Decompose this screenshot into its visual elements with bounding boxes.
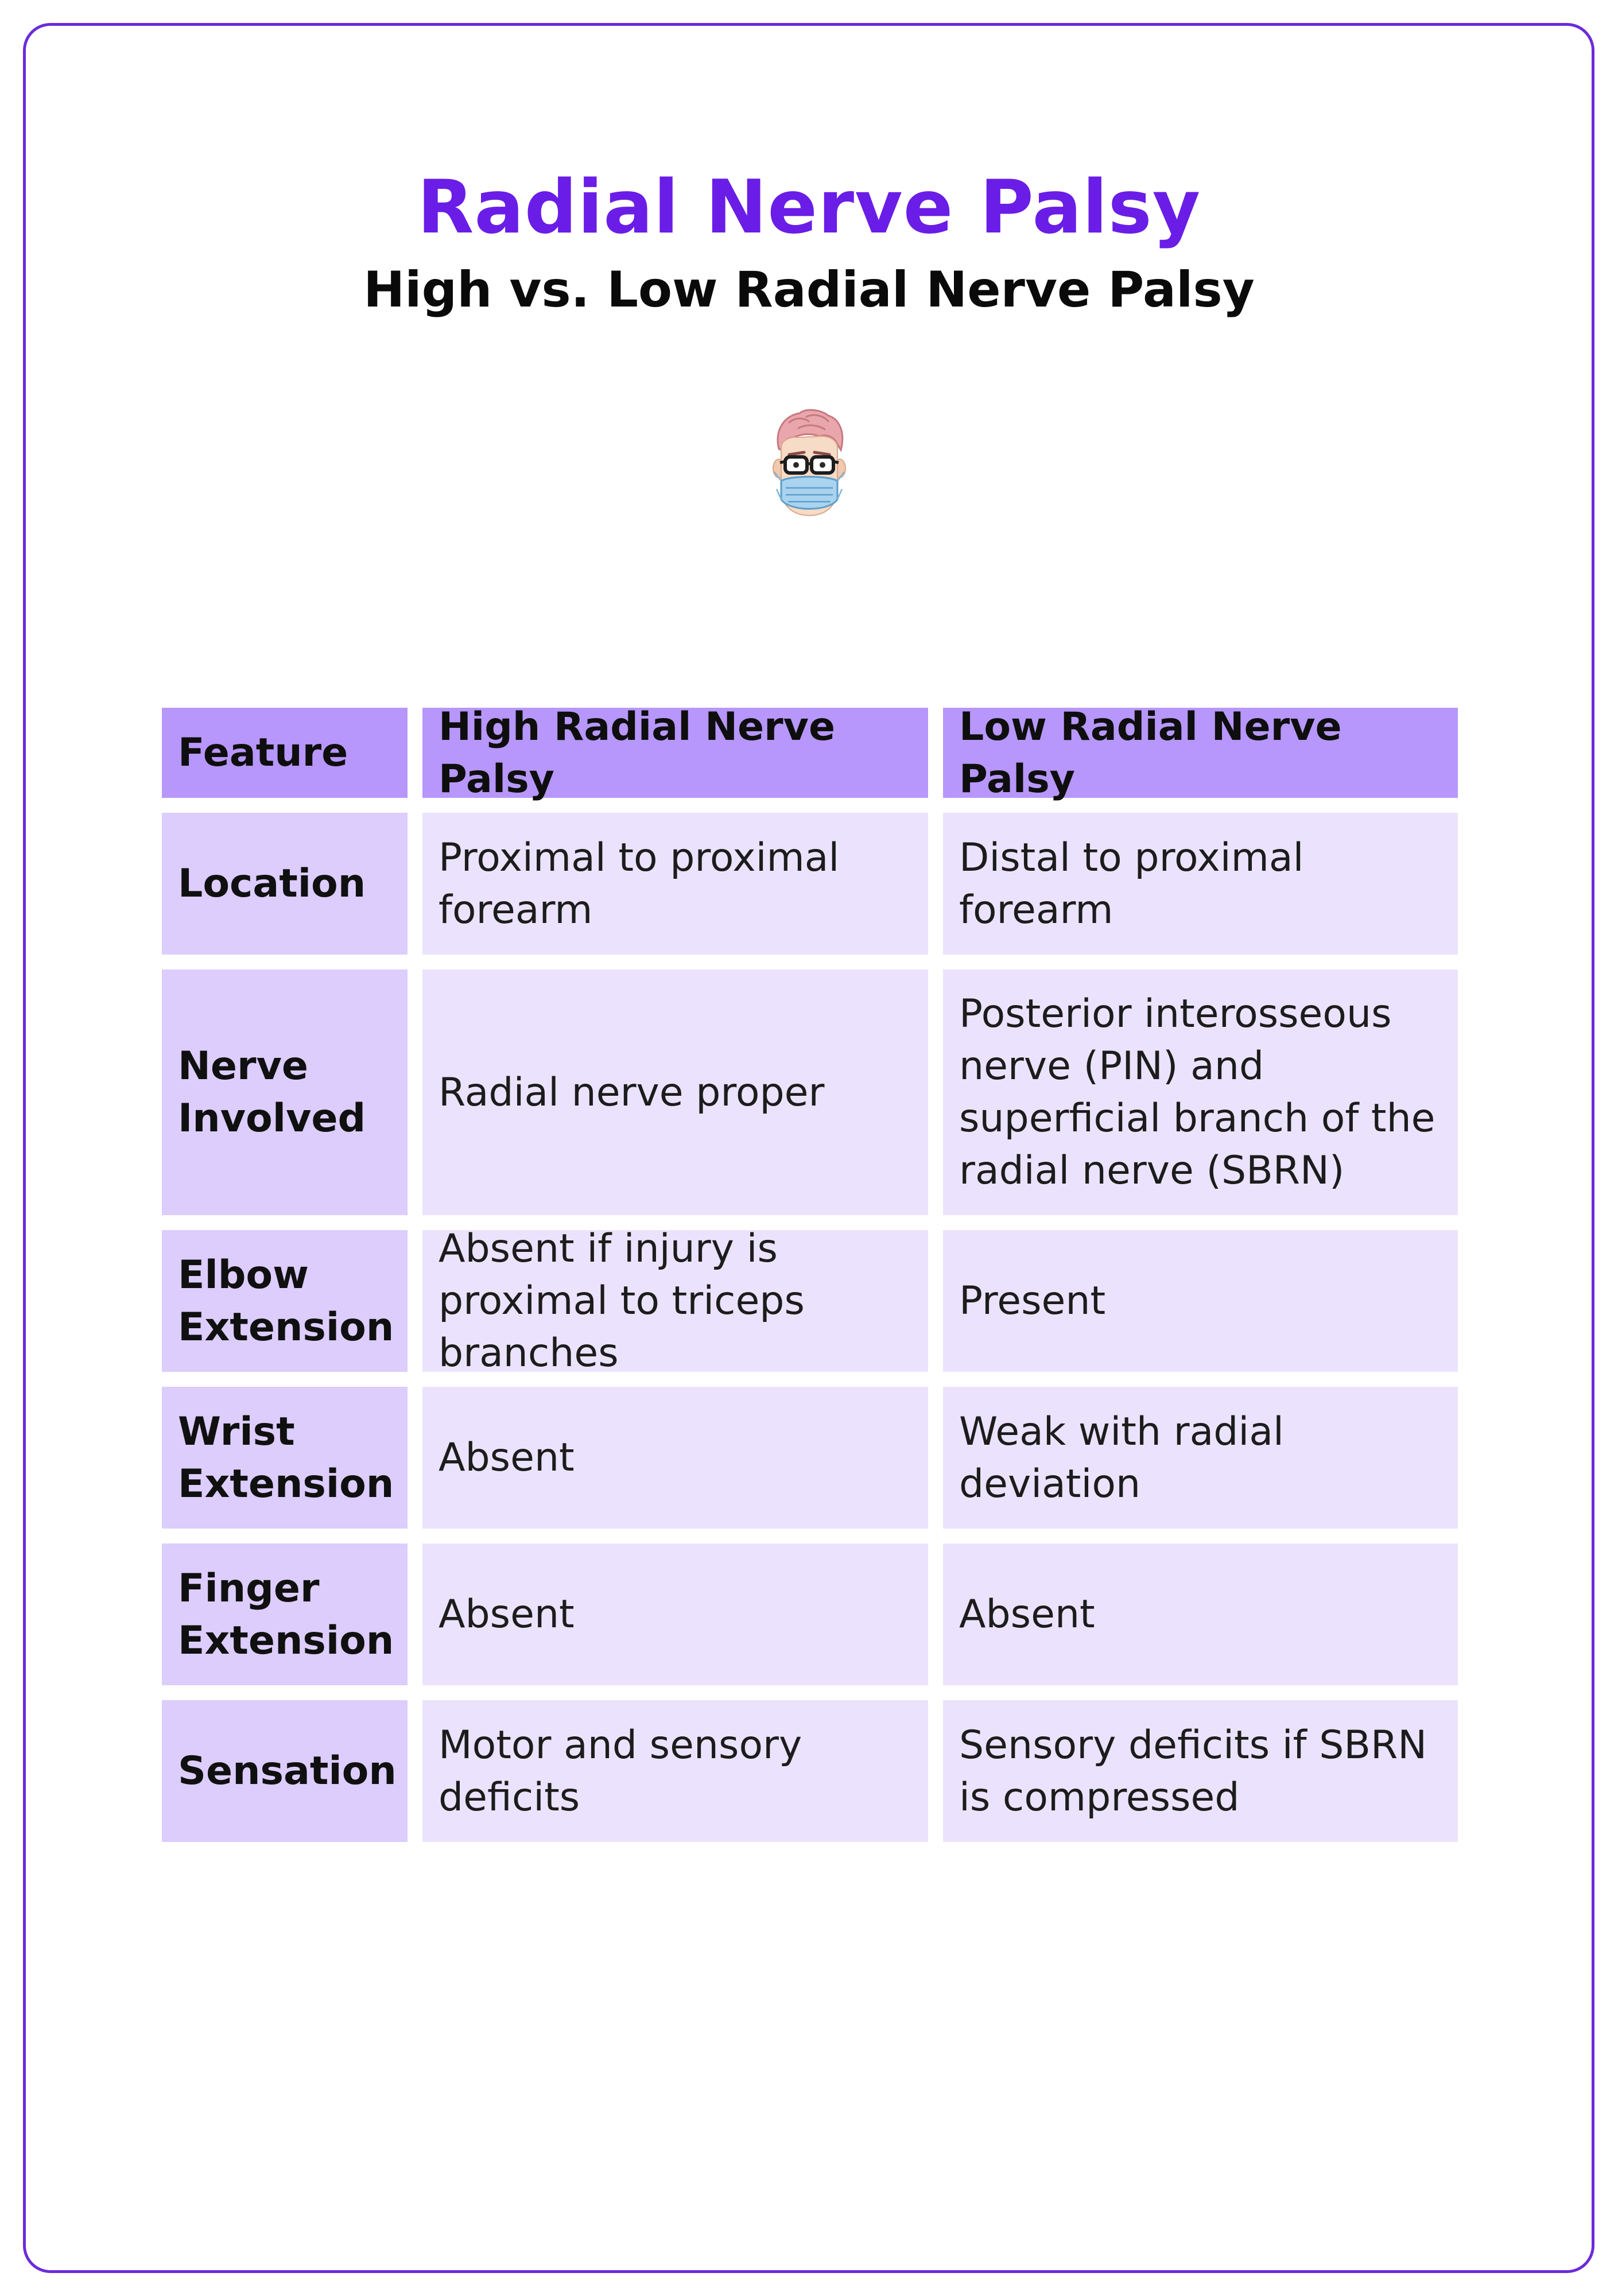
table-row [162,813,1458,955]
low-cell: Distal to proximal forearm [943,813,1458,955]
page-title: Radial Nerve Palsy [417,165,1201,250]
feature-cell: Wrist Extension [162,1387,408,1529]
table-row [162,1387,1458,1529]
table-header-row [162,704,1458,802]
doctor-avatar-icon [766,409,852,521]
high-cell: Absent [422,1543,928,1685]
low-cell: Sensory deficits if SBRN is compressed [943,1700,1458,1842]
header-low-radial-nerve-palsy: Low Radial Nerve Palsy [943,708,1458,798]
header-feature: Feature [162,708,408,798]
high-cell: Absent [422,1387,928,1529]
high-cell: Motor and sensory deficits [422,1700,928,1842]
header-high-radial-nerve-palsy: High Radial Nerve Palsy [422,708,928,798]
table-row [162,969,1458,1215]
low-cell: Weak with radial deviation [943,1387,1458,1529]
low-cell: Posterior interosseous nerve (PIN) and superficial branch of the radial nerve (SBRN) [943,969,1458,1215]
feature-cell: Elbow Extension [162,1230,408,1372]
high-cell: Proximal to proximal forearm [422,813,928,955]
table-row [162,1543,1458,1685]
low-cell: Present [943,1230,1458,1372]
table-row [162,1700,1458,1842]
page-subtitle: High vs. Low Radial Nerve Palsy [363,261,1255,319]
low-cell: Absent [943,1543,1458,1685]
feature-cell: Location [162,813,408,955]
feature-cell: Finger Extension [162,1543,408,1685]
feature-cell: Nerve Involved [162,969,408,1215]
table-row [162,1226,1458,1376]
high-cell: Radial nerve proper [422,969,928,1215]
comparison-table [162,704,1458,1857]
high-cell: Absent if injury is proximal to triceps branches [422,1230,928,1372]
feature-cell: Sensation [162,1700,408,1842]
